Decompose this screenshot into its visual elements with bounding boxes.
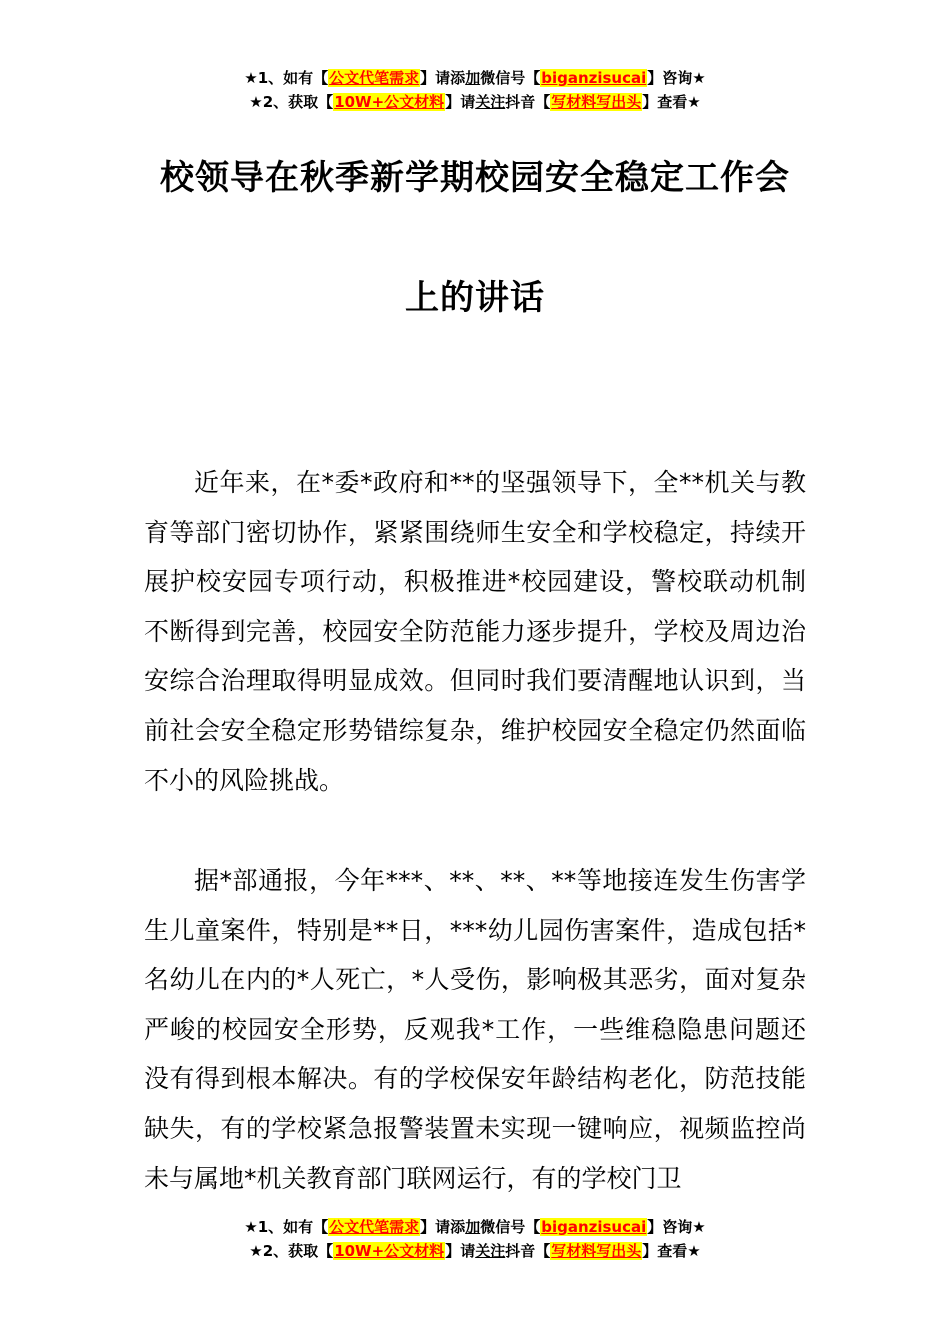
banner-line-2 xyxy=(0,1239,950,1263)
highlight-wechat-id[interactable]: biganzisucai xyxy=(541,1218,647,1236)
footer-banner xyxy=(0,1215,950,1263)
banner-line-1 xyxy=(0,66,950,90)
body-paragraph-2 xyxy=(144,856,806,1204)
highlight-douyin-account[interactable]: 写材料写出头 xyxy=(551,1242,642,1260)
highlight-service[interactable]: 公文代笔需求 xyxy=(329,69,420,87)
banner-text: 】请添 xyxy=(420,69,466,87)
highlight-wechat-id[interactable]: biganzisucai xyxy=(541,69,647,87)
banner-text: 】请 xyxy=(445,1242,476,1260)
banner-text: 微信号【 xyxy=(480,1218,541,1236)
banner-text: ★2、获取【 xyxy=(249,93,334,111)
banner-text: 】请 xyxy=(445,93,476,111)
banner-underlined-text: 加 xyxy=(465,1218,481,1236)
banner-line-2 xyxy=(0,90,950,114)
banner-text: ★1、如有【 xyxy=(244,69,329,87)
banner-text: 】咨询★ xyxy=(647,1218,706,1236)
highlight-service[interactable]: 公文代笔需求 xyxy=(329,1218,420,1236)
banner-underlined-text: 加 xyxy=(465,69,481,87)
banner-text: 抖音【 xyxy=(505,1242,551,1260)
banner-line-1 xyxy=(0,1215,950,1239)
document-title-line-1: 校领导在秋季新学期校园安全稳定工作会 xyxy=(160,158,790,198)
paragraph-text: 近年来，在*委*政府和**的坚强领导下，全**机关与教育等部门密切协作，紧紧围绕师生安全和学校稳定，持续开展护校安园专项行动，积极推进*校园建设，警校联动机制不断得到完善，校园安全防范能力逐步提升，学校及周边治安综合治理取得明显成效。但同时我们要清醒地认识到，当前社会安全稳定形势错综复杂，维护校园安全稳定仍然面临不小的风险挑战。 xyxy=(144,468,806,795)
banner-text: 】查看★ xyxy=(642,93,701,111)
paragraph-text: 据*部通报，今年***、**、**、**等地接连发生伤害学生儿童案件，特别是**日，***幼儿园伤害案件，造成包括*名幼儿在内的*人死亡，*人受伤，影响极其恶劣，面对复杂严峻的校园安全形势，反观我*工作，一些维稳隐患问题还没有得到根本解决。有的学校保安年龄结构老化，防范技能缺失，有的学校紧急报警装置未实现一键响应，视频监控尚未与属地*机关教育部门联网运行，有的学校门卫 xyxy=(144,866,806,1193)
highlight-douyin-account[interactable]: 写材料写出头 xyxy=(551,93,642,111)
banner-text: ★1、如有【 xyxy=(244,1218,329,1236)
banner-text: 抖音【 xyxy=(505,93,551,111)
banner-text: 】请添 xyxy=(420,1218,466,1236)
banner-underlined-text: 关注 xyxy=(475,93,506,111)
highlight-materials[interactable]: 10W+公文材料 xyxy=(334,1242,445,1260)
body-paragraph-1 xyxy=(144,458,806,805)
document-title-line-2: 上的讲话 xyxy=(405,278,545,318)
banner-text: 微信号【 xyxy=(480,69,541,87)
banner-underlined-text: 关注 xyxy=(475,1242,506,1260)
banner-text: 】咨询★ xyxy=(647,69,706,87)
header-banner xyxy=(0,66,950,114)
banner-text: 】查看★ xyxy=(642,1242,701,1260)
highlight-materials[interactable]: 10W+公文材料 xyxy=(334,93,445,111)
banner-text: ★2、获取【 xyxy=(249,1242,334,1260)
